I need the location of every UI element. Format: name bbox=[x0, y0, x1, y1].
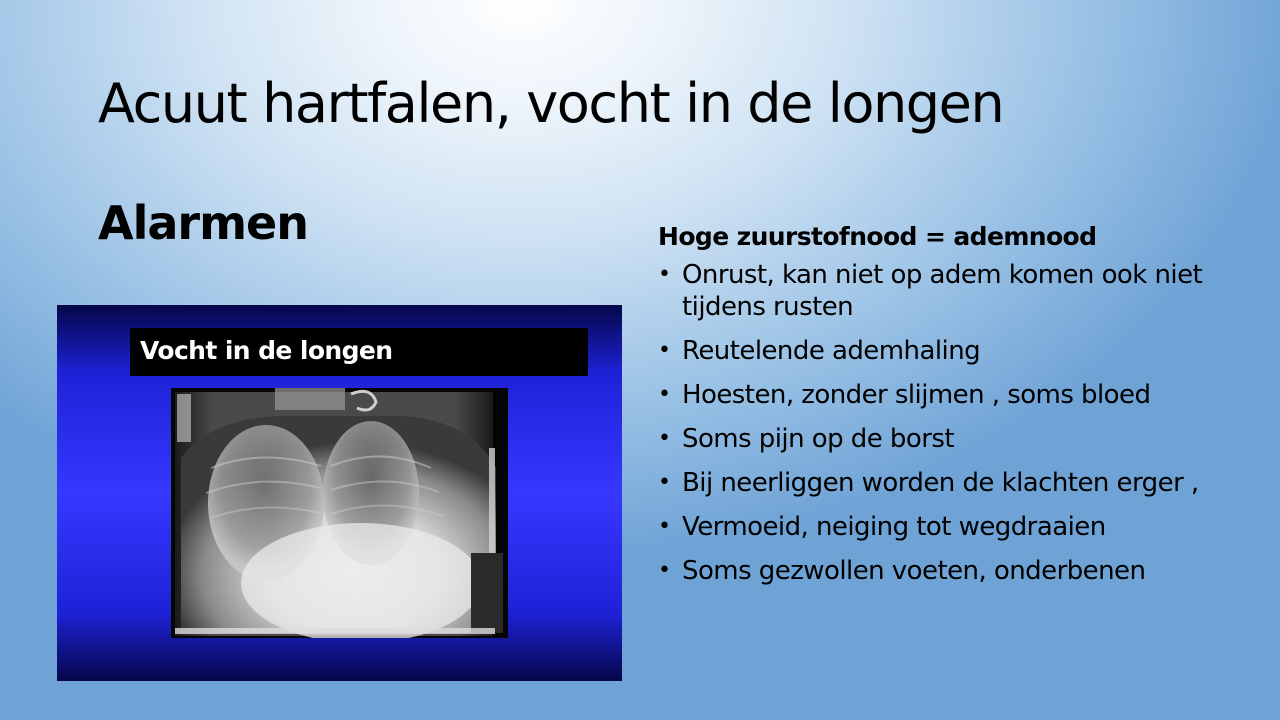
bullet-list bbox=[658, 259, 1218, 587]
list-item bbox=[658, 259, 1218, 323]
right-heading: Hoge zuurstofnood = ademnood bbox=[658, 222, 1097, 251]
slide-subtitle: Alarmen bbox=[98, 196, 308, 250]
chest-xray-image bbox=[171, 388, 508, 638]
right-column bbox=[658, 222, 1218, 599]
chest-xray-drawing bbox=[171, 388, 508, 638]
bullet-icon: • bbox=[658, 514, 671, 539]
list-item-text: Bij neerliggen worden de klachten erger , bbox=[682, 468, 1199, 498]
figure-caption-bar bbox=[130, 328, 588, 376]
list-item-text: Soms gezwollen voeten, onderbenen bbox=[682, 556, 1146, 586]
list-item bbox=[658, 423, 1218, 455]
bullet-icon: • bbox=[658, 558, 671, 583]
list-item-text: Reutelende ademhaling bbox=[682, 336, 981, 366]
figure-panel bbox=[57, 305, 622, 681]
bullet-icon: • bbox=[658, 470, 671, 495]
list-item bbox=[658, 467, 1218, 499]
bullet-icon: • bbox=[658, 382, 671, 407]
list-item bbox=[658, 335, 1218, 367]
bullet-icon: • bbox=[658, 338, 671, 363]
list-item-text: Vermoeid, neiging tot wegdraaien bbox=[682, 512, 1106, 542]
slide-title: Acuut hartfalen, vocht in de longen bbox=[98, 72, 1004, 135]
list-item bbox=[658, 379, 1218, 411]
figure-caption: Vocht in de longen bbox=[140, 336, 393, 365]
list-item-text: Hoesten, zonder slijmen , soms bloed bbox=[682, 380, 1151, 410]
list-item-text: Onrust, kan niet op adem komen ook niet tijdens rusten bbox=[682, 260, 1203, 322]
bullet-icon: • bbox=[658, 262, 671, 287]
list-item bbox=[658, 555, 1218, 587]
list-item bbox=[658, 511, 1218, 543]
list-item-text: Soms pijn op de borst bbox=[682, 424, 954, 454]
bullet-icon: • bbox=[658, 426, 671, 451]
